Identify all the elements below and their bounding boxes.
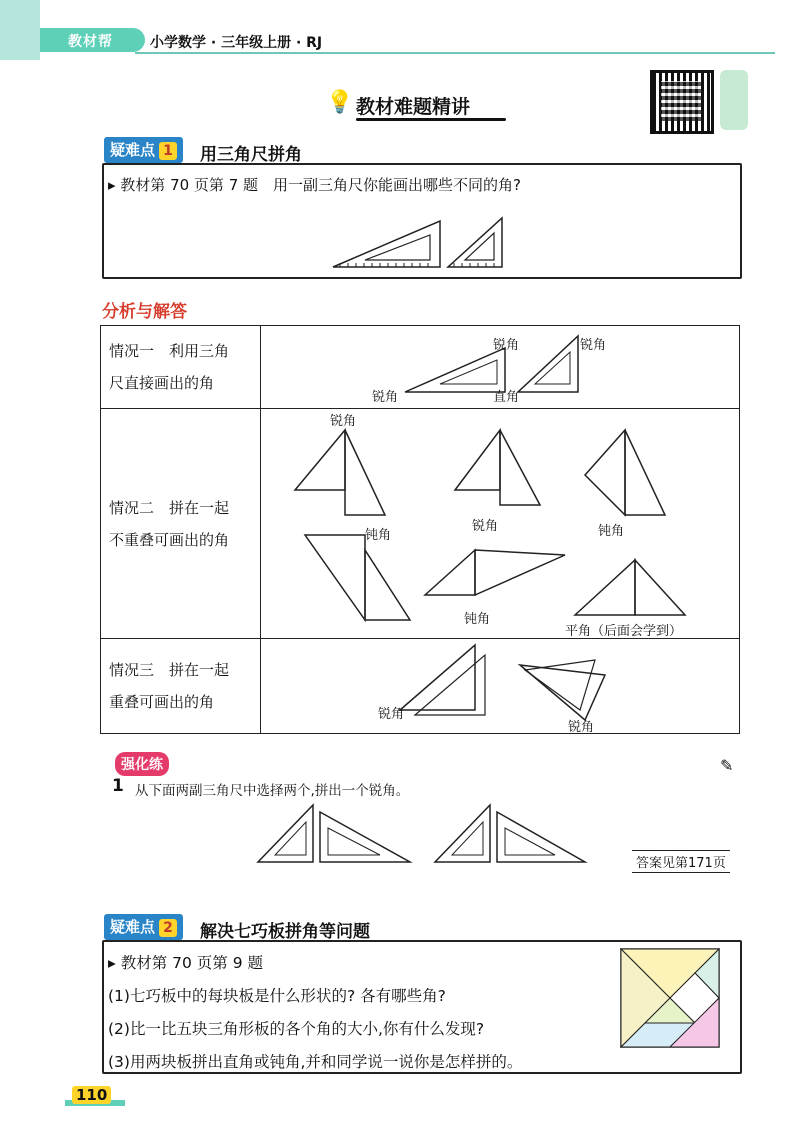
brand-label: 教材帮	[68, 34, 113, 50]
case-3-cell	[101, 639, 261, 734]
label-right: 直角	[493, 390, 520, 405]
book-title: 小学数学 · 三年级上册 · RJ	[150, 35, 323, 51]
case-1-line2: 尺直接画出的角	[109, 374, 215, 392]
qr-code-icon[interactable]	[650, 70, 714, 134]
case-3-line1: 情况三 拼在一起	[109, 661, 230, 679]
question-1-text: ▸ 教材第 70 页第 7 题 用一副三角尺你能画出哪些不同的角?	[108, 176, 521, 194]
label-acute: 锐角	[378, 707, 405, 722]
question-2-part3: (3)用两块板拼出直角或钝角,并和同学说一说你是怎样拼的。	[108, 1053, 523, 1071]
section-banner-title: 教材难题精讲	[356, 96, 471, 118]
practice-number: 1	[112, 776, 124, 796]
label-acute: 锐角	[472, 519, 499, 534]
tangram-figure	[620, 948, 720, 1048]
label-acute: 锐角	[372, 390, 399, 405]
side-tab	[720, 70, 748, 130]
banner-underline	[356, 118, 506, 121]
difficulty-label-1	[104, 137, 183, 163]
question-2-ref: ▸ 教材第 70 页第 9 题	[108, 954, 264, 972]
case-2-figure	[285, 420, 735, 630]
page-header	[40, 28, 760, 54]
page-number: 110	[72, 1086, 111, 1104]
corner-decoration	[0, 0, 40, 60]
label-acute: 锐角	[568, 720, 595, 735]
case-1-cell	[101, 326, 261, 409]
label-acute: 锐角	[493, 338, 520, 353]
difficulty-label-text: 疑难点	[110, 141, 156, 159]
lightbulb-icon: 💡	[326, 90, 354, 115]
label-acute: 锐角	[580, 338, 607, 353]
practice-badge: 强化练	[115, 752, 169, 776]
practice-figure	[255, 800, 595, 868]
answer-reference: 答案见第171页	[632, 850, 730, 873]
case-2-line1: 情况二 拼在一起	[109, 498, 230, 517]
difficulty-number: 2	[159, 919, 177, 937]
difficulty-number: 1	[159, 142, 177, 160]
label-obtuse: 钝角	[598, 524, 625, 539]
practice-text: 从下面两副三角尺中选择两个,拼出一个锐角。	[135, 783, 410, 799]
label-obtuse: 钝角	[365, 528, 392, 543]
question-2-part2: (2)比一比五块三角形板的各个角的大小,你有什么发现?	[108, 1020, 485, 1038]
header-rule	[135, 52, 775, 54]
case-3-line2: 重叠可画出的角	[109, 693, 215, 711]
case-2-cell	[101, 409, 261, 639]
case-2-line2: 不重叠可画出的角	[109, 530, 230, 549]
section2-title: 解决七巧板拼角等问题	[200, 922, 370, 942]
difficulty-label-text: 疑难点	[110, 918, 156, 936]
pencil-icon: ✎	[720, 756, 734, 775]
brand-tab	[40, 28, 145, 52]
difficulty-label-2	[104, 914, 183, 940]
question-2-part1: (1)七巧板中的每块板是什么形状的? 各有哪些角?	[108, 987, 446, 1005]
case-3-figure	[390, 640, 620, 725]
case-1-line1: 情况一 利用三角	[109, 342, 230, 360]
set-squares-figure	[330, 215, 520, 270]
analysis-heading: 分析与解答	[102, 302, 187, 322]
label-straight: 平角（后面会学到）	[565, 624, 683, 639]
section1-title: 用三角尺拼角	[200, 145, 302, 165]
label-acute: 锐角	[330, 414, 357, 429]
label-obtuse: 钝角	[464, 612, 491, 627]
